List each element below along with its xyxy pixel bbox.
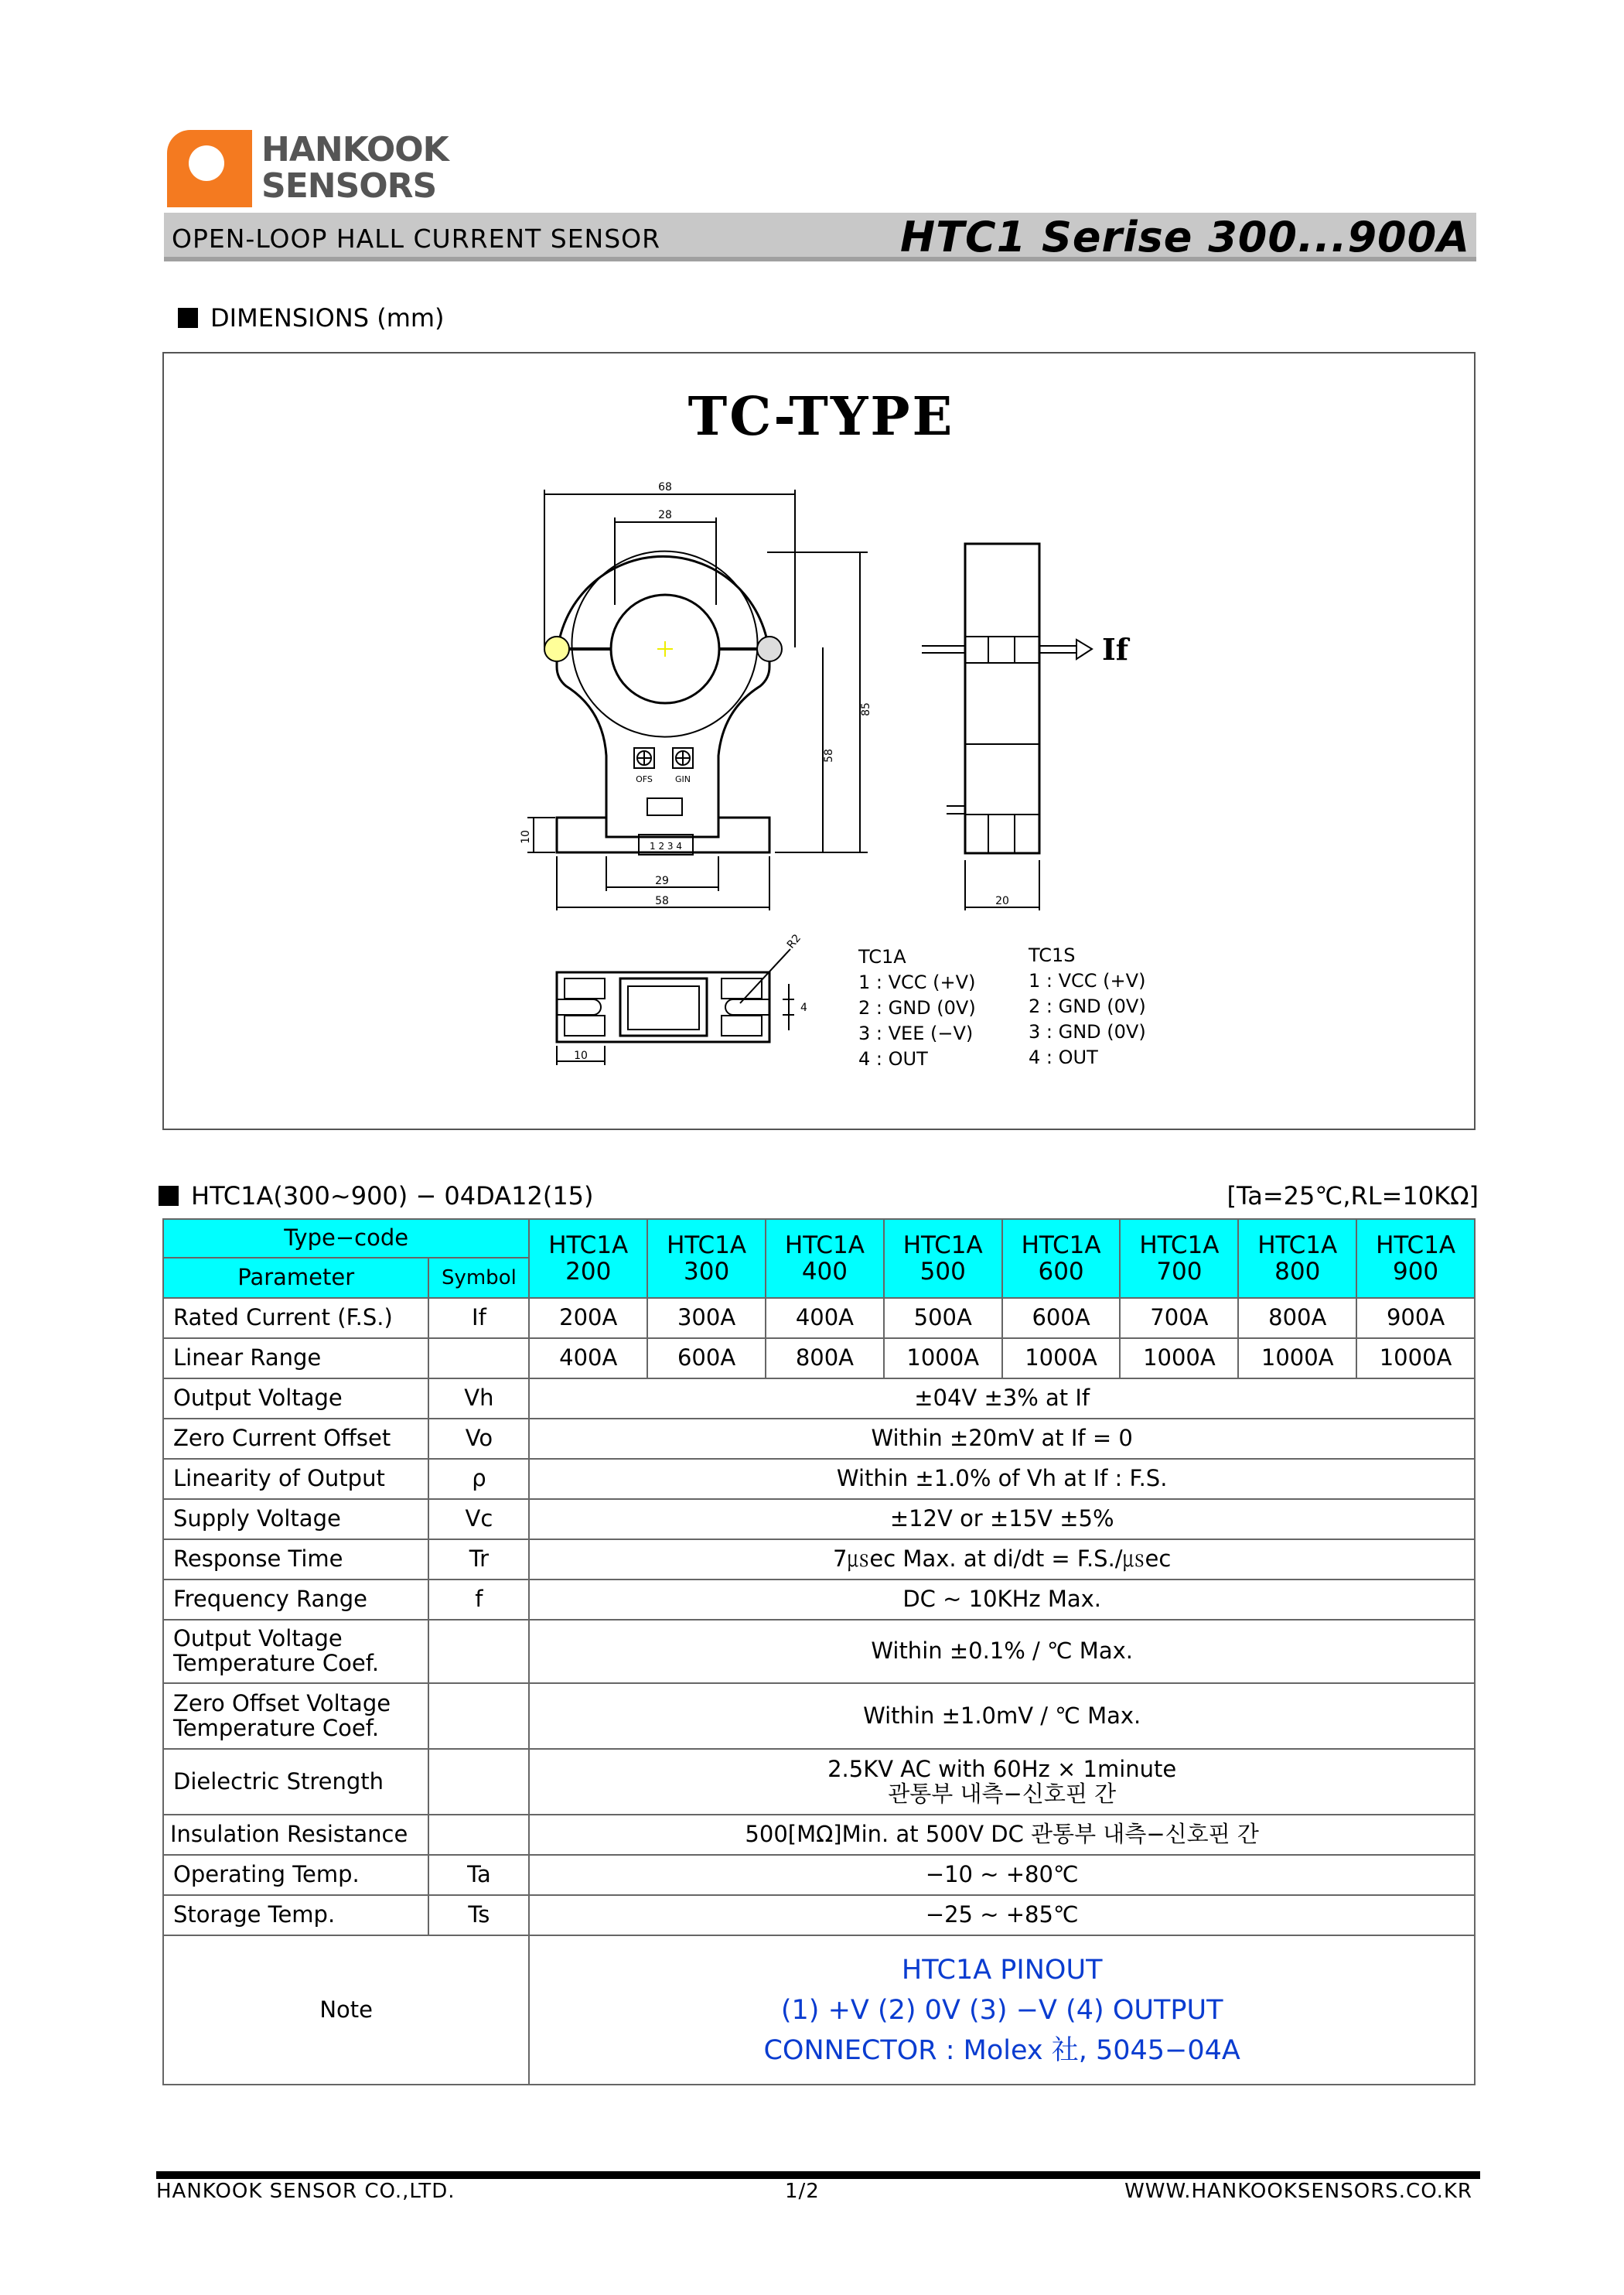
model-header: HTC1A 200 [529, 1219, 647, 1298]
bullet-square-icon [159, 1186, 179, 1206]
footer-website: WWW.HANKOOKSENSORS.CO.KR [1124, 2180, 1472, 2203]
model-header: HTC1A 600 [1002, 1219, 1121, 1298]
bottom-view [557, 949, 794, 1065]
note-pinout: HTC1A PINOUT (1) +V (2) 0V (3) −V (4) OUTPUT CONNECTOR : Molex 社, 5045−04A [529, 1935, 1475, 2085]
svg-text:R2: R2 [784, 932, 804, 951]
svg-text:4 : OUT: 4 : OUT [858, 1048, 928, 1070]
svg-text:85: 85 [860, 702, 872, 716]
svg-text:2 : GND (0V): 2 : GND (0V) [1029, 996, 1146, 1017]
product-title: HTC1 Serise 300...900A [899, 213, 1470, 261]
svg-text:1 2 3 4: 1 2 3 4 [650, 841, 682, 852]
title-bar [164, 213, 1476, 261]
dimension-drawing [164, 353, 1477, 1132]
header-row-1: Type−code HTC1A 200 HTC1A 300 HTC1A 400 HTC1A 500 HTC1A 600 HTC1A 700 HTC1A 800 HTC1A 900 [163, 1219, 1475, 1258]
header-row-2: Parameter Symbol [163, 1258, 1475, 1298]
mount-screw-right-icon [757, 637, 782, 661]
side-view [922, 544, 1092, 910]
svg-text:58: 58 [655, 895, 669, 907]
drawing-title: TC-TYPE [687, 386, 955, 448]
table-row: Operating Temp. Ta −10 ~ +80℃ [163, 1855, 1475, 1895]
table-row: Supply Voltage Vc ±12V or ±15V ±5% [163, 1499, 1475, 1539]
svg-text:GIN: GIN [675, 774, 691, 784]
company-logo [167, 130, 449, 207]
svg-text:4 : OUT: 4 : OUT [1029, 1047, 1098, 1068]
svg-text:20: 20 [995, 895, 1009, 907]
svg-text:10: 10 [520, 830, 532, 844]
svg-text:3 : GND (0V): 3 : GND (0V) [1029, 1021, 1146, 1043]
spec-table [162, 1218, 1476, 2085]
table-row: Frequency Range f DC ~ 10KHz Max. [163, 1580, 1475, 1620]
model-header: HTC1A 900 [1356, 1219, 1475, 1298]
table-row: Response Time Tr 7㎲ec Max. at di/dt = F.S./㎲ec [163, 1539, 1475, 1580]
table-row: Linearity of Output ρ Within ±1.0% of Vh at If : F.S. [163, 1459, 1475, 1499]
svg-text:58: 58 [823, 749, 835, 763]
svg-text:10: 10 [574, 1050, 588, 1062]
svg-text:1 : VCC (+V): 1 : VCC (+V) [1029, 970, 1146, 992]
note-row: Note HTC1A PINOUT (1) +V (2) 0V (3) −V (4) OUTPUT CONNECTOR : Molex 社, 5045−04A [163, 1935, 1475, 2085]
product-subtitle: OPEN-LOOP HALL CURRENT SENSOR [172, 224, 661, 254]
front-view [527, 490, 868, 910]
model-header: HTC1A 300 [647, 1219, 766, 1298]
dimensions-heading: DIMENSIONS (mm) [178, 303, 445, 333]
bullet-square-icon [178, 308, 198, 328]
pin-tables [858, 944, 1146, 1070]
svg-text:3 : VEE (−V): 3 : VEE (−V) [858, 1023, 974, 1044]
table-row: Storage Temp. Ts −25 ~ +85℃ [163, 1895, 1475, 1935]
footer-divider [156, 2171, 1480, 2179]
table-row: Insulation Resistance 500[MΩ]Min. at 500V DC 관통부 내측−신호핀 간 [163, 1815, 1475, 1855]
table-row: Output Voltage Temperature Coef. Within ±0.1% / ℃ Max. [163, 1620, 1475, 1683]
svg-text:28: 28 [658, 509, 672, 521]
current-direction-label: If [1102, 632, 1129, 667]
tc1s-title: TC1S [1029, 944, 1076, 966]
svg-text:68: 68 [658, 481, 672, 493]
table-row: Dielectric Strength 2.5KV AC with 60Hz × 1minute 관통부 내측−신호핀 간 [163, 1749, 1475, 1815]
footer-company: HANKOOK SENSOR CO.,LTD. [156, 2180, 455, 2203]
mount-hole-left-icon [544, 637, 569, 661]
dimension-drawing-box [162, 352, 1476, 1130]
table-row: Linear Range 400A 600A 800A 1000A 1000A 1000A 1000A 1000A [163, 1338, 1475, 1378]
tc1a-title: TC1A [858, 946, 906, 968]
logo-wordmark: HANKOOK SENSORS [261, 130, 449, 206]
footer-page-number: 1/2 [785, 2180, 820, 2203]
test-condition: [Ta=25℃,RL=10KΩ] [1227, 1181, 1479, 1211]
svg-text:29: 29 [655, 875, 669, 887]
svg-text:4: 4 [800, 1002, 807, 1014]
svg-text:OFS: OFS [636, 774, 653, 784]
table-row: Rated Current (F.S.) If 200A 300A 400A 500A 600A 700A 800A 900A [163, 1298, 1475, 1338]
model-header: HTC1A 800 [1238, 1219, 1356, 1298]
model-header: HTC1A 700 [1120, 1219, 1238, 1298]
svg-text:2 : GND (0V): 2 : GND (0V) [858, 997, 976, 1019]
spec-heading: HTC1A(300~900) − 04DA12(15) [159, 1181, 594, 1211]
table-row: Zero Current Offset Vo Within ±20mV at If = 0 [163, 1419, 1475, 1459]
table-row: Zero Offset Voltage Temperature Coef. Within ±1.0mV / ℃ Max. [163, 1683, 1475, 1749]
logo-mark-icon [167, 130, 252, 207]
model-header: HTC1A 400 [766, 1219, 884, 1298]
table-row: Output Voltage Vh ±04V ±3% at If [163, 1378, 1475, 1419]
svg-text:1 : VCC (+V): 1 : VCC (+V) [858, 972, 976, 993]
model-header: HTC1A 500 [884, 1219, 1002, 1298]
